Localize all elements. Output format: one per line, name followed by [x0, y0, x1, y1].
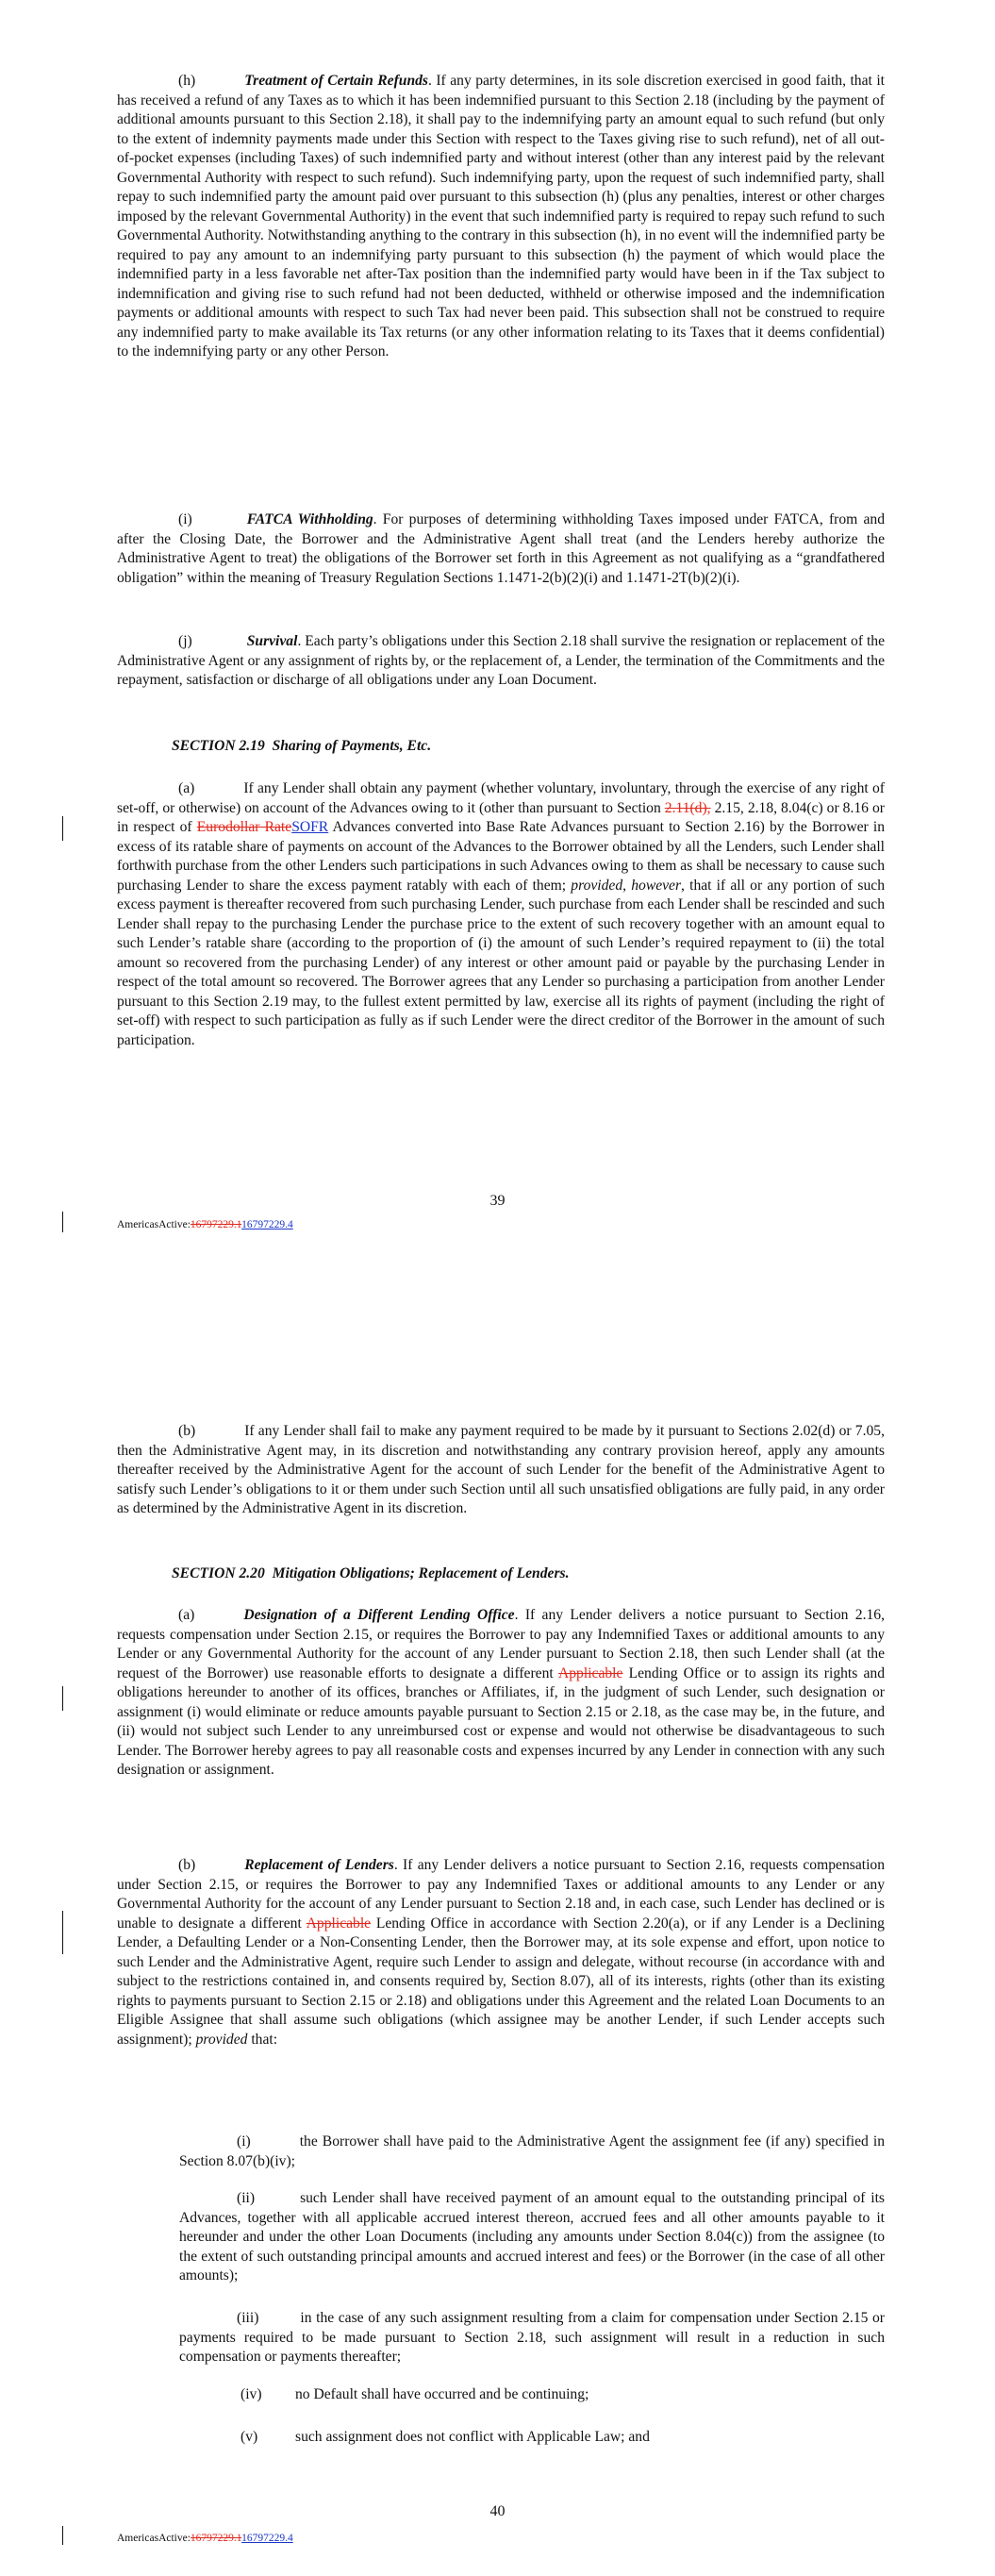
footer-doc-id [117, 2532, 293, 2545]
paragraph-2-18-h [117, 72, 885, 362]
deleted-text: 16797229.1 [190, 1219, 242, 1230]
change-bar [62, 1686, 63, 1711]
subparagraph-v [240, 2428, 650, 2448]
text-run: . If any Lender delivers a notice pursuant to Section 2.16, requests compensation under Section 2.15, or requires the Borrower to pay any Indemnified Taxes or additional amounts to any Lender or any Governmental Authority for the account of any Lender pursuant to Section 2.18 and, in each case, such Lender has declined or is unable to designate a different [117, 1857, 885, 1932]
paragraph-label: (b) [178, 1857, 196, 1873]
text-run: Advances converted into Base Rate Advances pursuant to Section 2.16) by the Borrower in excess of its ratable share of payments on account of the Advances to the Borrower obtained by all the Lenders, such Lender shall forthwith purchase from the other Lenders such participations in such Advances owing to them as shall be necessary to cause such purchasing Lender to share the excess payment ratably with each of them; [117, 819, 885, 894]
text-run: , that if all or any portion of such excess payment is thereafter recovered from such purchasing Lender, such purchase from each Lender shall be rescinded and such Lender shall repay to the purchasing Lender the purchase price to the extent of such recovery together with an amount equal to such Lender’s ratable share (according to the proportion of (i) the amount of such Lender’s required repayment to (ii) the total amount so recovered from the purchasing Lender) of any interest or other amount paid or payable by the purchasing Lender in respect of the total amount so recovered. The Borrower agrees that any Lender so purchasing a participation from another Lender pursuant to this Section 2.19 may, to the fullest extent permitted by law, exercise all its rights of payment (including the right of set-off) with respect to such participation as fully as if such Lender were the direct creditor of the Borrower in the amount of such participation. [117, 877, 885, 1048]
footer-prefix: AmericasActive: [117, 2533, 191, 2544]
change-bar [62, 816, 63, 841]
text-run: that: [247, 2031, 278, 2048]
text-run: Lending Office or to assign its rights and obligations hereunder to another of its offices, branches or Affiliates, if, in the judgment of such Lender, such designation or assignment (i) would eliminate or reduce amounts payable pursuant to Section 2.15 or 2.18, as the case may be, in the future, and (ii) would not subject such Lender to any unreimbursed cost or expense and would not otherwise be disadvantageous to such Lender. The Borrower hereby agrees to pay all reasonable costs and expenses incurred by any Lender in connection with any such designation or assignment. [117, 1664, 885, 1778]
subparagraph-text: such Lender shall have received payment of an amount equal to the outstanding principal of its Advances, together with all applicable accrued interest thereon, accrued fees and all other amounts payable to it hereunder and under the other Loan Documents (including any amounts under Section 8.04(c)) from the assignee (to the extent of such outstanding principal amounts and accrued interest and fees) or the Borrower (in the case of all other amounts); [179, 2190, 885, 2283]
page-number: 39 [489, 1193, 506, 1209]
paragraph-label: (j) [178, 633, 192, 649]
deleted-text: 2.11(d), [664, 799, 711, 816]
paragraph-heading: Treatment of Certain Refunds [244, 73, 428, 89]
change-bar [62, 1212, 63, 1232]
section-number: SECTION 2.19 [172, 738, 265, 754]
footer-prefix: AmericasActive: [117, 1219, 191, 1230]
subparagraph-text: no Default shall have occurred and be continuing; [295, 2386, 589, 2402]
paragraph-label: (a) [178, 780, 195, 796]
subparagraph-iii [179, 2309, 885, 2367]
paragraph-text: . For purposes of determining withholding Taxes imposed under FATCA, from and after the Closing Date, the Borrower and the Administrative Agent shall treat (and the Lenders hereby authorize the Administrative Agent to treat) the obligations of the Borrower set forth in this Agreement as not qualifying as a “grandfathered obligation” within the meaning of Treasury Regulation Sections 1.1471-2(b)(2)(i) and 1.1471-2T(b)(2)(i). [117, 511, 886, 586]
paragraph-label: (h) [178, 73, 196, 89]
subparagraph-label: (i) [237, 2133, 251, 2149]
subparagraph-text: such assignment does not conflict with Applicable Law; and [295, 2429, 650, 2445]
paragraph-2-18-j [117, 632, 885, 691]
italic-text: however [631, 877, 682, 894]
footer-doc-id [117, 1218, 293, 1231]
change-bar [62, 1911, 63, 1954]
page-40 [0, 1288, 995, 2576]
paragraph-heading: Replacement of Lenders [244, 1857, 394, 1873]
inserted-text: SOFR [291, 819, 329, 835]
inserted-text: 16797229.4 [241, 2533, 293, 2544]
paragraph-2-20-a [117, 1606, 885, 1781]
subparagraph-label: (iv) [240, 2386, 262, 2402]
italic-text: provided [571, 877, 623, 894]
paragraph-label: (b) [178, 1423, 196, 1439]
paragraph-2-18-i [117, 510, 885, 588]
deleted-text: Eurodollar Rate [196, 819, 292, 835]
paragraph-2-20-b [117, 1856, 885, 2049]
text-run: Lending Office in accordance with Section 2.20(a), or if any Lender is a Declining Lender, a Defaulting Lender or a Non-Consenting Lender, then the Borrower may, at its sole expense and effort, upon notice to such Lender and the Administrative Agent, require such Lender to assign and delegate, without recourse (in accordance with and subject to the restrictions contained in, and consents required by, Section 8.07), all of its interests, rights (other than its existing rights to payments pursuant to Section 2.15 or 2.18) and obligations under this Agreement and the related Loan Documents to an Eligible Assignee that shall assume such obligations (which assignee may be another Lender, if such Lender accepts such assignment); [117, 1915, 885, 2048]
subparagraph-label: (iii) [237, 2310, 259, 2326]
section-number: SECTION 2.20 [172, 1565, 265, 1581]
paragraph-2-19-b [117, 1422, 885, 1519]
paragraph-heading: Survival [246, 633, 298, 649]
text-run: 2.15, 2.18, 8.04(c) or 8.16 or in respect of [117, 799, 885, 835]
subparagraph-iv [240, 2385, 589, 2405]
change-bar [62, 2526, 63, 2545]
subparagraph-text: in the case of any such assignment resulting from a claim for compensation under Section 2.15 or payments required to be made pursuant to Section 2.18, such assignment will result in a reduction in such compensation or payments thereafter; [179, 2310, 885, 2365]
paragraph-heading: FATCA Withholding [246, 511, 373, 527]
text-run: , [622, 877, 632, 894]
paragraph-label: (a) [178, 1607, 195, 1623]
section-heading-2-20 [172, 1564, 569, 1584]
paragraph-heading: Designation of a Different Lending Office [243, 1607, 515, 1623]
subparagraph-label: (ii) [237, 2190, 256, 2206]
paragraph-text: If any Lender shall fail to make any payment required to be made by it pursuant to Sections 2.02(d) or 7.05, then the Administrative Agent may, in its discretion and notwithstanding any contrary provision hereof, apply any amounts thereafter received by the Administrative Agent for the account of such Lender for the benefit of the Administrative Agent to satisfy such Lender’s obligations to it or them under such Section until all such unsatisfied obligations are fully paid, in any order as determined by the Administrative Agent in its discretion. [117, 1423, 885, 1516]
section-title: Mitigation Obligations; Replacement of Lenders. [272, 1565, 570, 1581]
subparagraph-i [179, 2133, 885, 2171]
subparagraph-ii [179, 2189, 885, 2286]
text-run: . If any Lender delivers a notice pursuant to Section 2.16, requests compensation under Section 2.15, or requires the Borrower to pay any Indemnified Taxes or additional amounts to any Lender or any Governmental Authority for the account of any Lender pursuant to Section 2.18, then such Lender shall (at the request of the Borrower) use reasonable efforts to designate a different [117, 1607, 885, 1681]
subparagraph-label: (v) [240, 2429, 258, 2445]
paragraph-label: (i) [178, 511, 192, 527]
subparagraph-text: the Borrower shall have paid to the Administrative Agent the assignment fee (if any) specified in Section 8.07(b)(iv); [179, 2133, 885, 2169]
section-title: Sharing of Payments, Etc. [272, 738, 432, 754]
paragraph-text: . Each party’s obligations under this Section 2.18 shall survive the resignation or replacement of the Administrative Agent or any assignment of rights by, or the replacement of, a Lender, the termination of the Commitments and the repayment, satisfaction or discharge of all obligations under any Loan Document. [117, 633, 885, 688]
paragraph-2-19-a [117, 779, 885, 1050]
deleted-text: Applicable [306, 1915, 372, 1932]
section-heading-2-19 [172, 737, 431, 757]
inserted-text: 16797229.4 [241, 1219, 293, 1230]
deleted-text: Applicable [558, 1664, 623, 1681]
italic-text: provided [195, 2031, 248, 2048]
page-number: 40 [489, 2503, 506, 2519]
text-run: If any Lender shall obtain any payment (whether voluntary, involuntary, through the exercise of any right of set-off, or otherwise) on account of the Advances owing to it (other than pursuant to Section [117, 780, 885, 816]
paragraph-text: . If any party determines, in its sole discretion exercised in good faith, that it has received a refund of any Taxes as to which it has been indemnified pursuant to this Section 2.18 (including by the payment of additional amounts pursuant to this Section 2.18), it shall pay to the indemnifying party an amount equal to such refund (but only to the extent of indemnity payments made under this Section with respect to the Taxes giving rise to such refund), net of all out-of-pocket expenses (including Taxes) of such indemnified party and without interest (other than any interest paid by the relevant Governmental Authority with respect to such refund). Such indemnifying party, upon the request of such indemnified party, shall repay to such indemnified party the amount paid over pursuant to this subsection (h) (plus any penalties, interest or other charges imposed by the relevant Governmental Authority) in the event that such indemnified party is required to repay such refund to such Governmental Authority. Notwithstanding anything to the contrary in this subsection (h), in no event will the indemnified party be required to pay any amount to an indemnifying party pursuant to this subsection (h) the payment of which would place the indemnified party in a less favorable net after-Tax position than the indemnified party would have been in if the Tax subject to indemnification and giving rise to such refund had not been deducted, withheld or otherwise imposed and the indemnification payments or additional amounts with respect to such Tax had never been paid. This subsection shall not be construed to require any indemnified party to make available its Tax returns (or any other information relating to its Taxes that it deems confidential) to the indemnifying party or any other Person. [117, 73, 885, 360]
deleted-text: 16797229.1 [190, 2533, 242, 2544]
